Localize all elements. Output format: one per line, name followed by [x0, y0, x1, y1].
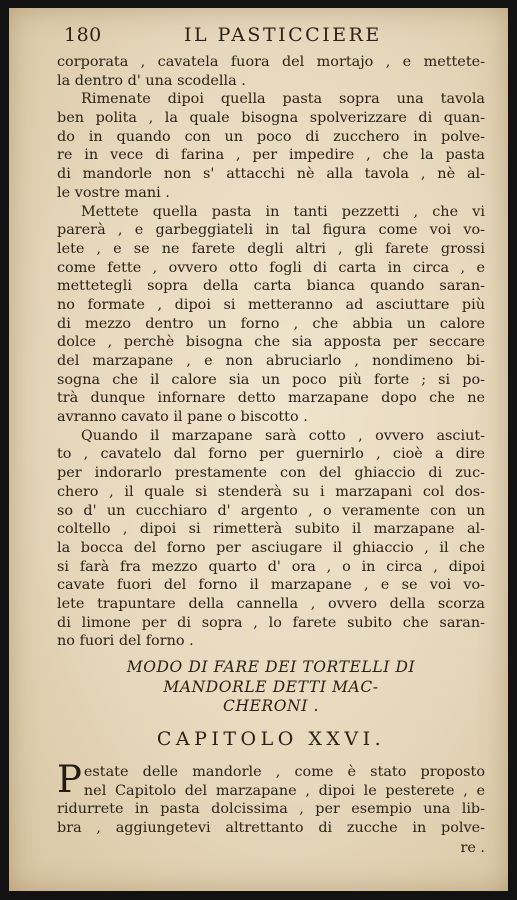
section-heading-line: CHERONI .	[222, 697, 319, 715]
text-line: parerà , e garbeggiateli in tal figura come voi vo-	[57, 222, 485, 239]
section-heading-line: MODO DI FARE DEI TORTELLI DI	[126, 658, 416, 676]
text-line: bra , aggiungetevi altrettanto di zucche in polve-	[57, 820, 485, 837]
text-line: avranno cavato il pane o biscotto .	[57, 409, 308, 426]
text-line: nel Capitolo del marzapane , dipoi le pesterete , e	[83, 782, 485, 799]
text-line: ridurrete in pasta dolcissima , per esempio una lib-	[57, 801, 485, 818]
text-line: no fuori del forno .	[57, 633, 194, 650]
text-line: chero , il quale si stenderà su i marzapani col dos-	[57, 483, 485, 500]
text-line: Mettete quella pasta in tanti pezzetti , che vi	[81, 203, 485, 220]
text-line: la dentro d' una scodella .	[57, 72, 246, 89]
section-heading-line: MANDORLE DETTI MAC-	[163, 677, 379, 696]
text-line: di mandorle non s' attacchi nè alla tavola , nè al-	[57, 166, 485, 183]
text-line: di mezzo dentro un forno , che abbia un calore	[57, 315, 485, 332]
text-line: trà dunque infornare detto marzapane dopo che ne	[57, 390, 485, 407]
text-line: estate delle mandorle , come è stato proposto	[83, 764, 485, 780]
section-heading	[57, 658, 485, 717]
page-header	[64, 24, 484, 50]
drop-cap: P	[57, 758, 82, 801]
text-line: la bocca del forno per asciugare il ghiaccio , il che	[57, 539, 485, 556]
text-line: Rimenate dipoi quella pasta sopra una tavola	[81, 91, 485, 108]
text-line: do in quando con un poco di zucchero in polve-	[57, 128, 485, 145]
running-head: IL PASTICCIERE	[184, 24, 382, 46]
text-line: del marzapane , e non abruciarlo , nondimeno bi-	[57, 353, 485, 369]
book-page	[9, 8, 508, 891]
chapter-paragraph	[57, 758, 485, 838]
text-line: Quando il marzapane sarà cotto , ovvero asciut-	[81, 427, 485, 444]
text-line: le vostre mani .	[57, 184, 170, 201]
text-line: so d' un cucchiaro d' argento , o veramente con un	[57, 502, 485, 519]
text-line: ben polita , la quale bisogna spolverizzare di quan-	[57, 110, 485, 127]
text-line: per indorarlo prestamente con del ghiaccio di zuc-	[57, 465, 485, 482]
chapter-title: CAPITOLO XXVI.	[156, 728, 386, 750]
catchword: re .	[460, 840, 485, 856]
text-line: come fette , ovvero otto fogli di carta in circa , e	[57, 259, 485, 276]
text-line: to , cavatelo dal forno per guernirlo , cioè a dire	[57, 446, 485, 463]
text-line: cavate fuori del forno il marzapane , e se voi vo-	[57, 577, 485, 594]
text-line: coltello , dipoi si rimetterà subito il marzapane al-	[57, 521, 485, 538]
body-text	[57, 53, 485, 651]
text-line: lete trapuntare della cannella , ovvero della scorza	[57, 595, 485, 612]
text-line: re in vece di farina , per impedire , che la pasta	[57, 147, 485, 164]
page-number: 180	[64, 24, 102, 46]
text-line: corporata , cavatela fuora del mortajo , e mettete-	[57, 54, 485, 70]
text-line: lete , e se ne farete degli altri , gli farete grossi	[57, 240, 485, 257]
text-line: dolce , perchè bisogna che sia apposta per seccare	[57, 334, 485, 351]
text-line: si farà fra mezzo quarto d' ora , o in circa , dipoi	[57, 558, 485, 575]
text-line: sogna che il calore sia un poco più forte ; si po-	[57, 371, 485, 388]
text-line: di limone per di sopra , lo farete subito che saran-	[57, 614, 485, 631]
text-line: no formate , dipoi si metteranno ad asciuttare più	[57, 296, 485, 313]
text-line: mettetegli sopra della carta bianca quando saran-	[57, 278, 485, 295]
